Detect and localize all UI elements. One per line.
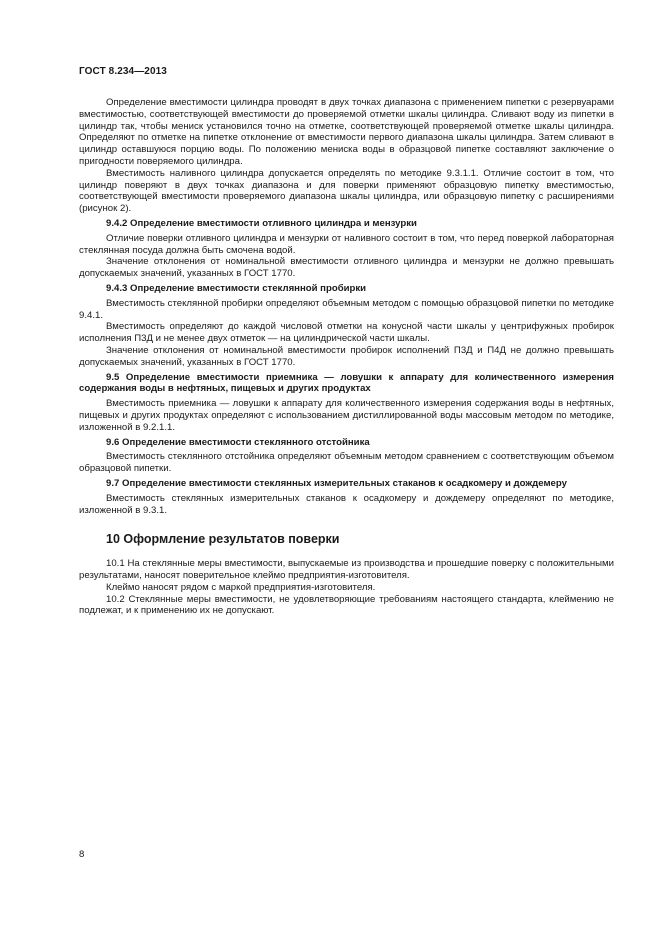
paragraph: 10.1 На стеклянные меры вместимости, выпускаемые из производства и прошедшие поверку с положительными результатами, наносят поверительное клеймо предприятия-изготовителя. — [79, 558, 614, 582]
document-body — [79, 97, 614, 617]
paragraph: Вместимость стеклянного отстойника определяют объемным методом сравнением с соответствующим объемом образцовой пипетки. — [79, 451, 614, 475]
section-heading-9-4-2: 9.4.2 Определение вместимости отливного цилиндра и мензурки — [106, 217, 417, 229]
section-heading-9-7: 9.7 Определение вместимости стеклянных измерительных стаканов к осадкомеру и дождемеру — [106, 477, 567, 489]
page-number: 8 — [79, 849, 85, 860]
paragraph: Значение отклонения от номинальной вместимости пробирок исполнений П3Д и П4Д не должно превышать допускаемых значений, указанных в ГОСТ 1770. — [79, 344, 614, 368]
document-header: ГОСТ 8.234—2013 — [79, 66, 167, 77]
section-heading-9-4-3: 9.4.3 Определение вместимости стеклянной пробирки — [106, 282, 367, 294]
paragraph: Вместимость стеклянной пробирки определяют объемным методом с помощью образцовой пипетки по методике 9.4.1. — [79, 297, 614, 321]
paragraph: Вместимость стеклянных измерительных стаканов к осадкомеру и дождемеру определяют по методике, изложенной в 9.3.1. — [79, 492, 614, 516]
section-heading-10: 10 Оформление результатов поверки — [106, 532, 340, 547]
paragraph: Определение вместимости цилиндра проводят в двух точках диапазона с применением пипетки с резервуарами вместимостью, соответствующей вместимости до проверяемой отметки шкалы цилиндра. Сливают воду из пипетки в цилиндр так, чтобы мениск установился точно на отметке, соответствующей проверяемой отметке шкалы цилиндра. Определяют по отметке на пипетке отклонение от вместимости первого диапазона шкалы цилиндра. Затем сливают в цилиндр оставшуюся порцию воды. По положению мениска воды в образцовой пипетке составляют заключение о пригодности поверяемого цилиндра. — [79, 97, 614, 167]
section-heading-9-5: 9.5 Определение вместимости приемника — ловушки к аппарату для количественного измерения содержания воды в нефтяных, пищевых и других продуктах — [79, 371, 614, 395]
paragraph: Клеймо наносят рядом с маркой предприятия-изготовителя. — [106, 581, 376, 593]
paragraph: Значение отклонения от номинальной вместимости отливного цилиндра и мензурки не должно превышать допускаемых значений, указанных в ГОСТ 1770. — [79, 256, 614, 280]
paragraph: Вместимость определяют до каждой числовой отметки на конусной части шкалы у центрифужных пробирок исполнения П3Д и не менее двух отметок — на цилиндрической части шкалы. — [79, 321, 614, 345]
paragraph: Отличие поверки отливного цилиндра и мензурки от наливного состоит в том, что перед поверкой лабораторная стеклянная посуда должна быть смочена водой. — [79, 232, 614, 256]
paragraph: Вместимость наливного цилиндра допускается определять по методике 9.3.1.1. Отличие состоит в том, что цилиндр поверяют в двух точках диапазона и для поверки применяют образцовую пипетку вместимостью, соответствующей вместимости проверяемого диапазона шкалы цилиндра, или образцовую пипетку с расширениями (рисунок 2). — [79, 167, 614, 215]
paragraph: Вместимость приемника — ловушки к аппарату для количественного измерения содержания воды в нефтяных, пищевых и других продуктах определяют с использованием дистиллированной воды массовым методом по методике, изложенной в 9.2.1.1. — [79, 398, 614, 433]
section-heading-9-6: 9.6 Определение вместимости стеклянного отстойника — [106, 436, 370, 448]
paragraph: 10.2 Стеклянные меры вместимости, не удовлетворяющие требованиям настоящего стандарта, клеймению не подлежат, и к применению их не допускают. — [79, 593, 614, 617]
